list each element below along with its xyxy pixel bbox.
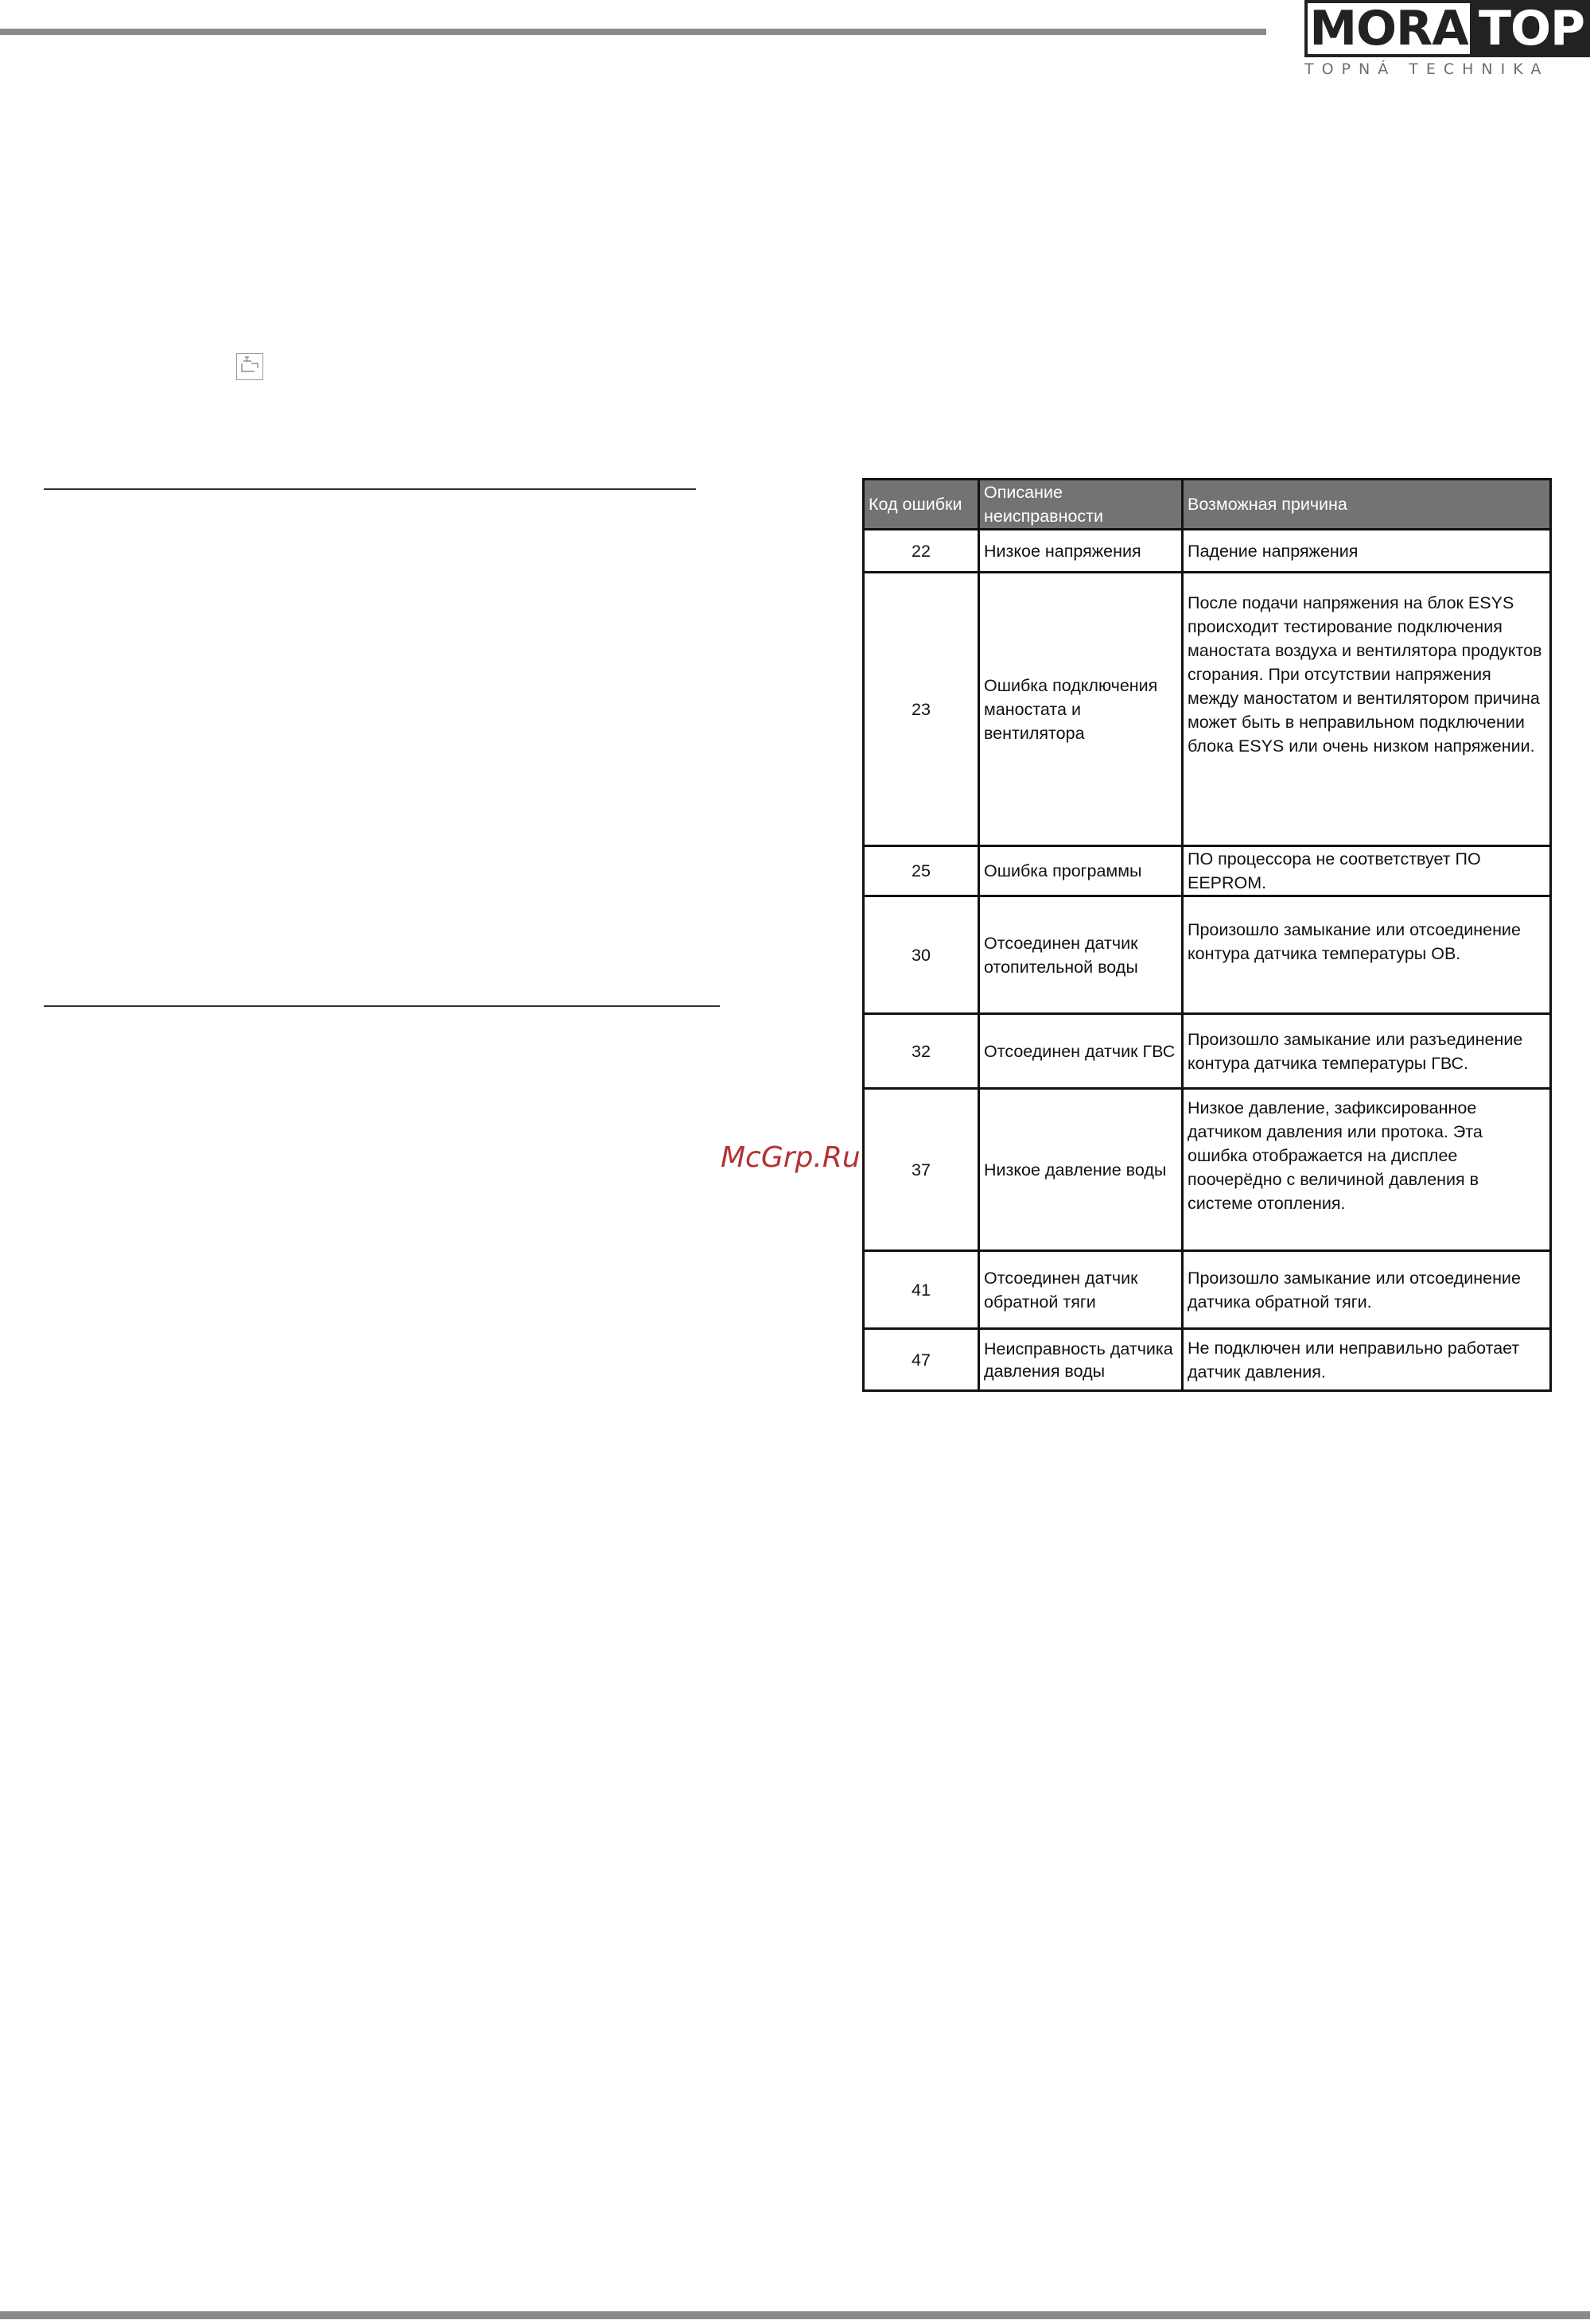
error-code: 47 <box>864 1329 979 1391</box>
watermark: McGrp.Ru <box>721 1141 861 1174</box>
logo-subtitle: TOPNÁ TECHNIKA <box>1304 60 1549 78</box>
error-cause: Произошло замыкание или разъединение контура датчика температуры ГВС. <box>1183 1014 1551 1089</box>
table-header-row <box>864 480 1551 530</box>
error-description: Ошибка программы <box>979 846 1183 896</box>
error-description: Низкое напряжения <box>979 530 1183 573</box>
header-cause: Возможная причина <box>1183 480 1551 530</box>
table-row <box>864 1329 1551 1391</box>
error-code: 32 <box>864 1014 979 1089</box>
header-code: Код ошибки <box>864 480 979 530</box>
error-description: Низкое давление воды <box>979 1089 1183 1251</box>
error-cause: Низкое давление, зафиксированное датчиком давления или протока. Эта ошибка отображается на дисплее поочерёдно с величиной давления в системе отопления. <box>1183 1089 1551 1251</box>
error-cause: После подачи напряжения на блок ESYS происходит тестирование подключения маностата воздуха и вентилятора продуктов сгорания. При отсутствии напряжения между маностатом и вентилятором причина может быть в неправильном подключении блока ESYS или очень низком напряжении. <box>1183 573 1551 846</box>
table-row <box>864 530 1551 573</box>
error-cause: ПО процессора не соответствует ПО EEPROM. <box>1183 846 1551 896</box>
error-code: 41 <box>864 1251 979 1329</box>
logo-top-text: TOP <box>1473 0 1590 57</box>
error-description: Отсоединен датчик ГВС <box>979 1014 1183 1089</box>
table-row <box>864 573 1551 846</box>
faucet-icon <box>236 353 263 380</box>
logo-mora-text: MORA <box>1304 0 1473 57</box>
error-code: 25 <box>864 846 979 896</box>
error-codes-table <box>862 478 1552 1392</box>
error-description: Отсоединен датчик обратной тяги <box>979 1251 1183 1329</box>
error-code: 22 <box>864 530 979 573</box>
table-row <box>864 1251 1551 1329</box>
table-row <box>864 1014 1551 1089</box>
error-cause: Произошло замыкание или отсоединение датчика обратной тяги. <box>1183 1251 1551 1329</box>
table-row <box>864 896 1551 1014</box>
moratop-logo <box>1304 0 1590 80</box>
error-cause: Падение напряжения <box>1183 530 1551 573</box>
error-description: Отсоединен датчик отопительной воды <box>979 896 1183 1014</box>
error-description: Неисправность датчика давления воды <box>979 1329 1183 1391</box>
error-code: 37 <box>864 1089 979 1251</box>
section-divider-1 <box>44 488 696 490</box>
section-divider-2 <box>44 1005 720 1007</box>
error-cause: Произошло замыкание или отсоединение контура датчика температуры ОВ. <box>1183 896 1551 1014</box>
error-code: 23 <box>864 573 979 846</box>
error-description: Ошибка подключения маностата и вентилятора <box>979 573 1183 846</box>
header-description: Описание неисправности <box>979 480 1183 530</box>
error-cause: Не подключен или неправильно работает датчик давления. <box>1183 1329 1551 1391</box>
table-row <box>864 846 1551 896</box>
header-rule <box>0 29 1266 35</box>
footer-rule <box>0 2311 1590 2319</box>
table-row <box>864 1089 1551 1251</box>
error-code: 30 <box>864 896 979 1014</box>
